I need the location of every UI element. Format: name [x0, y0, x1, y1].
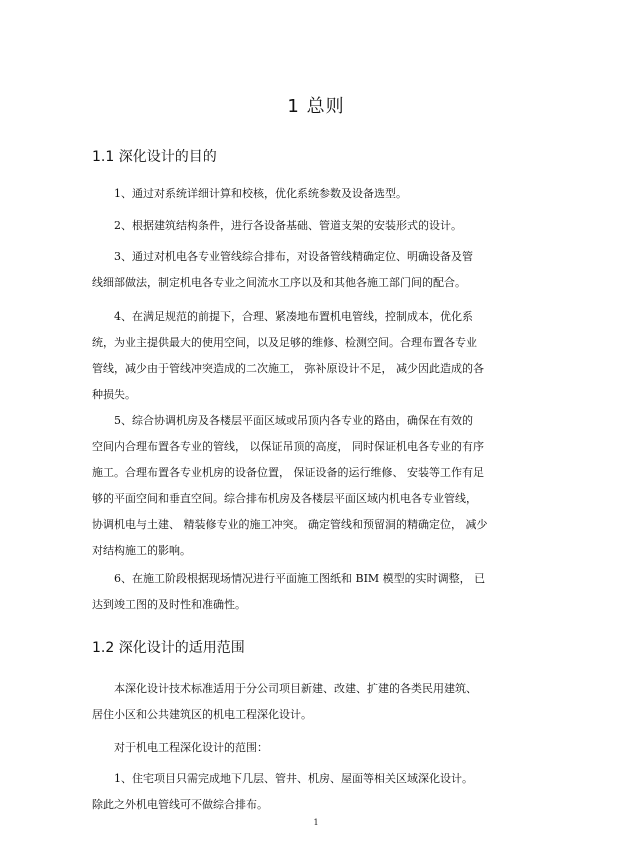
paragraph-line: 5、综合协调机房及各楼层平面区域或吊顶内各专业的路由，确保在有效的 [114, 414, 473, 427]
paragraph-line: 4、在满足规范的前提下，合理、紧凑地布置机电管线，控制成本，优化系 [114, 310, 473, 323]
paragraph-line: 够的平面空间和垂直空间。综合排布机房及各楼层平面区域内机电各专业管线， [92, 492, 477, 505]
page-number: 1 [313, 818, 319, 827]
paragraph-line: 1、住宅项目只需完成地下几层、管井、机房、屋面等相关区域深化设计。 [114, 772, 473, 785]
paragraph-line: 1、通过对系统详细计算和校核，优化系统参数及设备选型。 [114, 187, 407, 200]
paragraph-4 [92, 304, 542, 408]
paragraph-3 [92, 244, 542, 296]
paragraph-line: 线细部做法，制定机电各专业之间流水工序以及和其他各施工部门间的配合。 [92, 276, 466, 289]
paragraph-line: 对于机电工程深化设计的范围： [114, 741, 268, 754]
paragraph-9 [92, 766, 542, 818]
paragraph-line: 本深化设计技术标准适用于分公司项目新建、改建、扩建的各类民用建筑、 [114, 682, 477, 695]
paragraph-line: 施工。合理布置各专业机房的设备位置， 保证设备的运行维修、 安装等工作有足 [92, 466, 484, 479]
paragraph-2 [92, 213, 542, 239]
paragraph-line: 对结构施工的影响。 [92, 544, 191, 557]
paragraph-line: 居住小区和公共建筑区的机电工程深化设计。 [92, 708, 312, 721]
paragraph-6 [92, 566, 542, 618]
paragraph-7 [92, 676, 542, 728]
paragraph-line: 除此之外机电管线可不做综合排布。 [92, 798, 268, 811]
paragraph-line: 种损失。 [92, 388, 136, 401]
paragraph-line: 达到竣工图的及时性和准确性。 [92, 598, 246, 611]
paragraph-line: 统，为业主提供最大的使用空间，以及足够的维修、检测空间。合理布置各专业 [92, 336, 477, 349]
chapter-title: 1 总则 [287, 96, 345, 117]
paragraph-1 [92, 181, 542, 207]
paragraph-line: 管线，减少由于管线冲突造成的二次施工， 弥补原设计不足， 减少因此造成的各 [92, 362, 484, 375]
paragraph-line: 3、通过对机电各专业管线综合排布，对设备管线精确定位、明确设备及管 [114, 250, 473, 263]
section-heading-1-2: 1.2 深化设计的适用范围 [92, 640, 245, 656]
paragraph-line: 空间内合理布置各专业的管线， 以保证吊顶的高度， 同时保证机电各专业的有序 [92, 440, 484, 453]
paragraph-line: 2、根据建筑结构条件，进行各设备基础、管道支架的安装形式的设计。 [114, 219, 462, 232]
paragraph-8 [92, 735, 542, 761]
paragraph-line: 6、在施工阶段根据现场情况进行平面施工图纸和 BIM 模型的实时调整， 已 [114, 572, 486, 585]
paragraph-5 [92, 408, 542, 564]
section-heading-1-1: 1.1 深化设计的目的 [92, 149, 217, 165]
paragraph-line: 协调机电与土建、 精装修专业的施工冲突。 确定管线和预留洞的精确定位， 减少 [92, 518, 488, 531]
